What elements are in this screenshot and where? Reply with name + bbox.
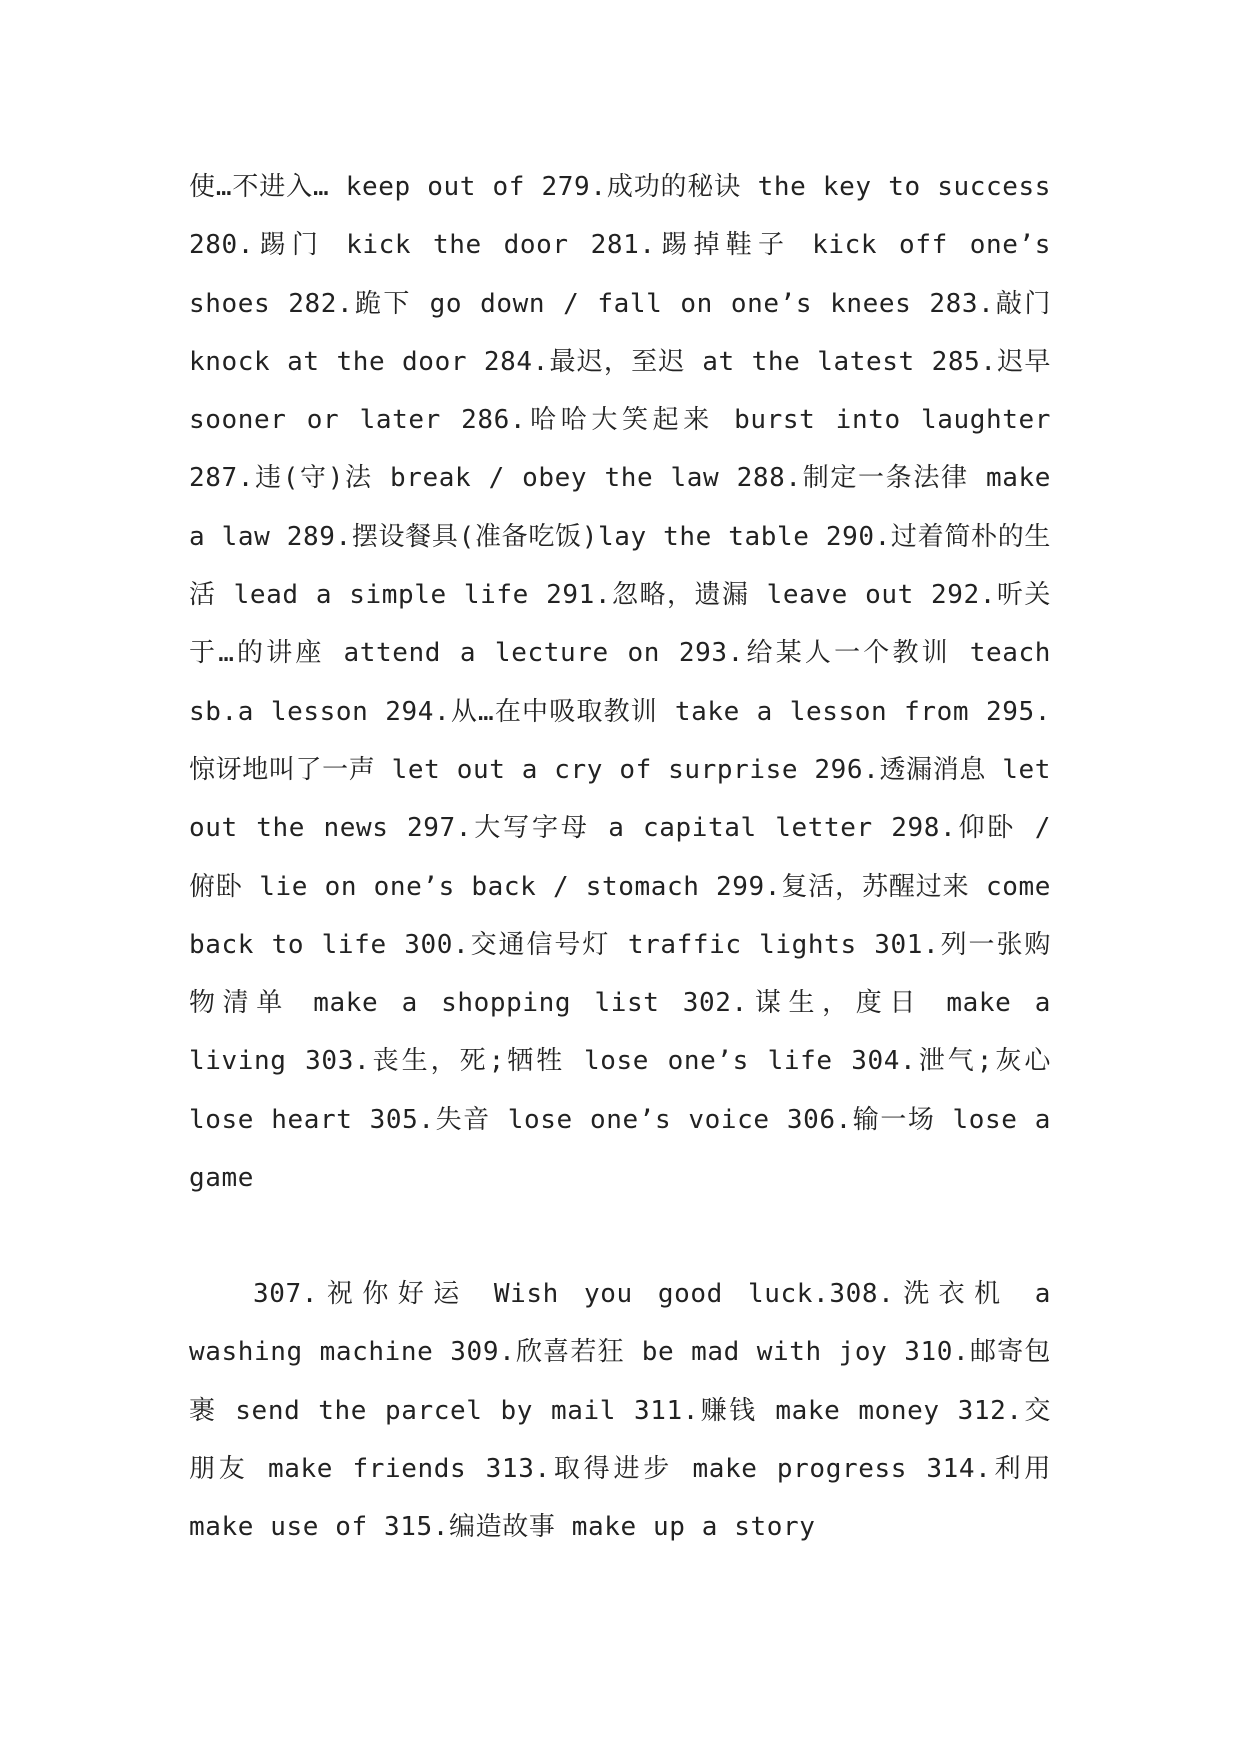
- paragraph-text: 307.祝你好运 Wish you good luck.308.洗衣机 a washing machine 309.欣喜若狂 be mad with joy 310.邮寄包裹 send the parcel by mail 311.赚钱 make money 312.交朋友 make friends 313.取得进步 make progress 314.利用 make use of 315.编造故事 make up a story: [189, 1279, 1051, 1543]
- paragraph-text: 使…不进入… keep out of 279.成功的秘诀 the key to success 280.踢门 kick the door 281.踢掉鞋子 kick off one’s shoes 282.跪下 go down / fall on one’s knees 283.敲门 knock at the door 284.最迟，至迟 at the latest 285.迟早 sooner or later 286.哈哈大笑起来 burst into laughter 287.违(守)法 break / obey the law 288.制定一条法律 make a law 289.摆设餐具(准备吃饭)lay the table 290.过着简朴的生活 lead a simple life 291.忽略，遗漏 leave out 292.听关于…的讲座 attend a lecture on 293.给某人一个教训 teach sb.a lesson 294.从…在中吸取教训 take a lesson from 295.惊讶地叫了一声 let out a cry of surprise 296.透漏消息 let out the news 297.大写字母 a capital letter 298.仰卧 / 俯卧 lie on one’s back / stomach 299.复活，苏醒过来 come back to life 300.交通信号灯 traffic lights 301.列一张购物清单 make a shopping list 302.谋生，度日 make a living 303.丧生，死;牺牲 lose one’s life 304.泄气;灰心 lose heart 305.失音 lose one’s voice 306.输一场 lose a game: [189, 172, 1051, 1194]
- paragraph-vocabulary-307-315: [189, 1265, 1051, 1556]
- paragraph-vocabulary-279-306: [189, 158, 1051, 1207]
